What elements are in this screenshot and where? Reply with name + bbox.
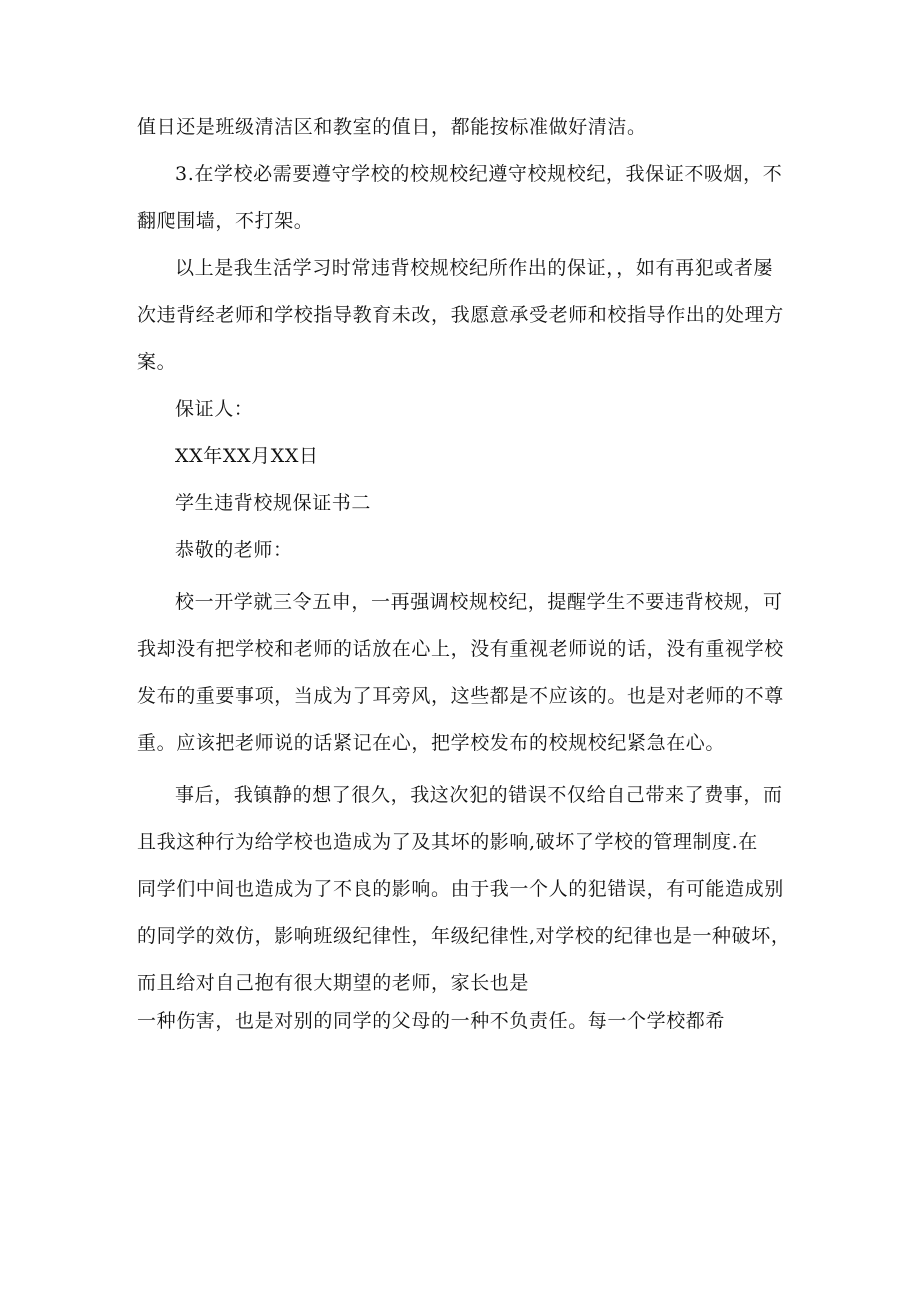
paragraph-5 bbox=[137, 772, 817, 1007]
text-line: 校一开学就三令五申，一再强调校规校纪，提醒学生不要违背校规，可 bbox=[175, 591, 783, 613]
text-line: 恭敬的老师： bbox=[175, 539, 293, 561]
salutation bbox=[137, 527, 817, 574]
text-line: 重。应该把老师说的话紧记在心，把学校发布的校规校纪紧急在心。 bbox=[137, 732, 726, 754]
text-line: 值日还是班级清洁区和教室的值日，都能按标准做好清洁。 bbox=[137, 116, 647, 138]
text-line: 以上是我生活学习时常违背校规校纪所作出的保证，，如有再犯或者屡 bbox=[175, 257, 774, 279]
guarantor-line bbox=[137, 386, 817, 433]
text-line: 次违背经老师和学校指导教育未改，我愿意承受老师和校指导作出的处理方 bbox=[137, 304, 784, 326]
paragraph-3 bbox=[137, 245, 817, 386]
date-line bbox=[137, 433, 817, 480]
text-line: 学生违背校规保证书二 bbox=[175, 492, 372, 514]
text-line: 3.在学校必需要遵守学校的校规校纪遵守校规校纪，我保证不吸烟，不 bbox=[175, 163, 783, 185]
paragraph-1 bbox=[137, 104, 817, 151]
text-line: 而且给对自己抱有很大期望的老师，家长也是 bbox=[137, 972, 530, 994]
text-line: 翻爬围墙，不打架。 bbox=[137, 210, 314, 232]
text-line: 同学们中间也造成为了不良的影响。由于我一个人的犯错误，有可能造成别 bbox=[137, 878, 784, 900]
text-line: 的同学的效仿，影响班级纪律性，年级纪律性,对学校的纪律也是一种破坏， bbox=[137, 925, 791, 947]
text-line: XX年XX月XX日 bbox=[175, 445, 319, 467]
section-title bbox=[137, 480, 817, 527]
paragraph-6 bbox=[137, 998, 817, 1045]
text-line: 发布的重要事项，当成为了耳旁风，这些都是不应该的。也是对老师的不尊 bbox=[137, 685, 784, 707]
text-line: 事后，我镇静的想了很久，我这次犯的错误不仅给自己带来了费事，而 bbox=[175, 784, 783, 806]
paragraph-2 bbox=[137, 151, 817, 245]
text-line: 我却没有把学校和老师的话放在心上，没有重视老师说的话，没有重视学校 bbox=[137, 638, 784, 660]
text-line: 且我这种行为给学校也造成为了及其坏的影响,破坏了学校的管理制度.在 bbox=[137, 831, 758, 853]
text-line: 一种伤害，也是对别的同学的父母的一种不负责任。每一个学校都希 bbox=[137, 1010, 726, 1032]
text-line: 案。 bbox=[137, 351, 177, 373]
paragraph-4 bbox=[137, 579, 817, 767]
text-line: 保证人： bbox=[175, 398, 254, 420]
